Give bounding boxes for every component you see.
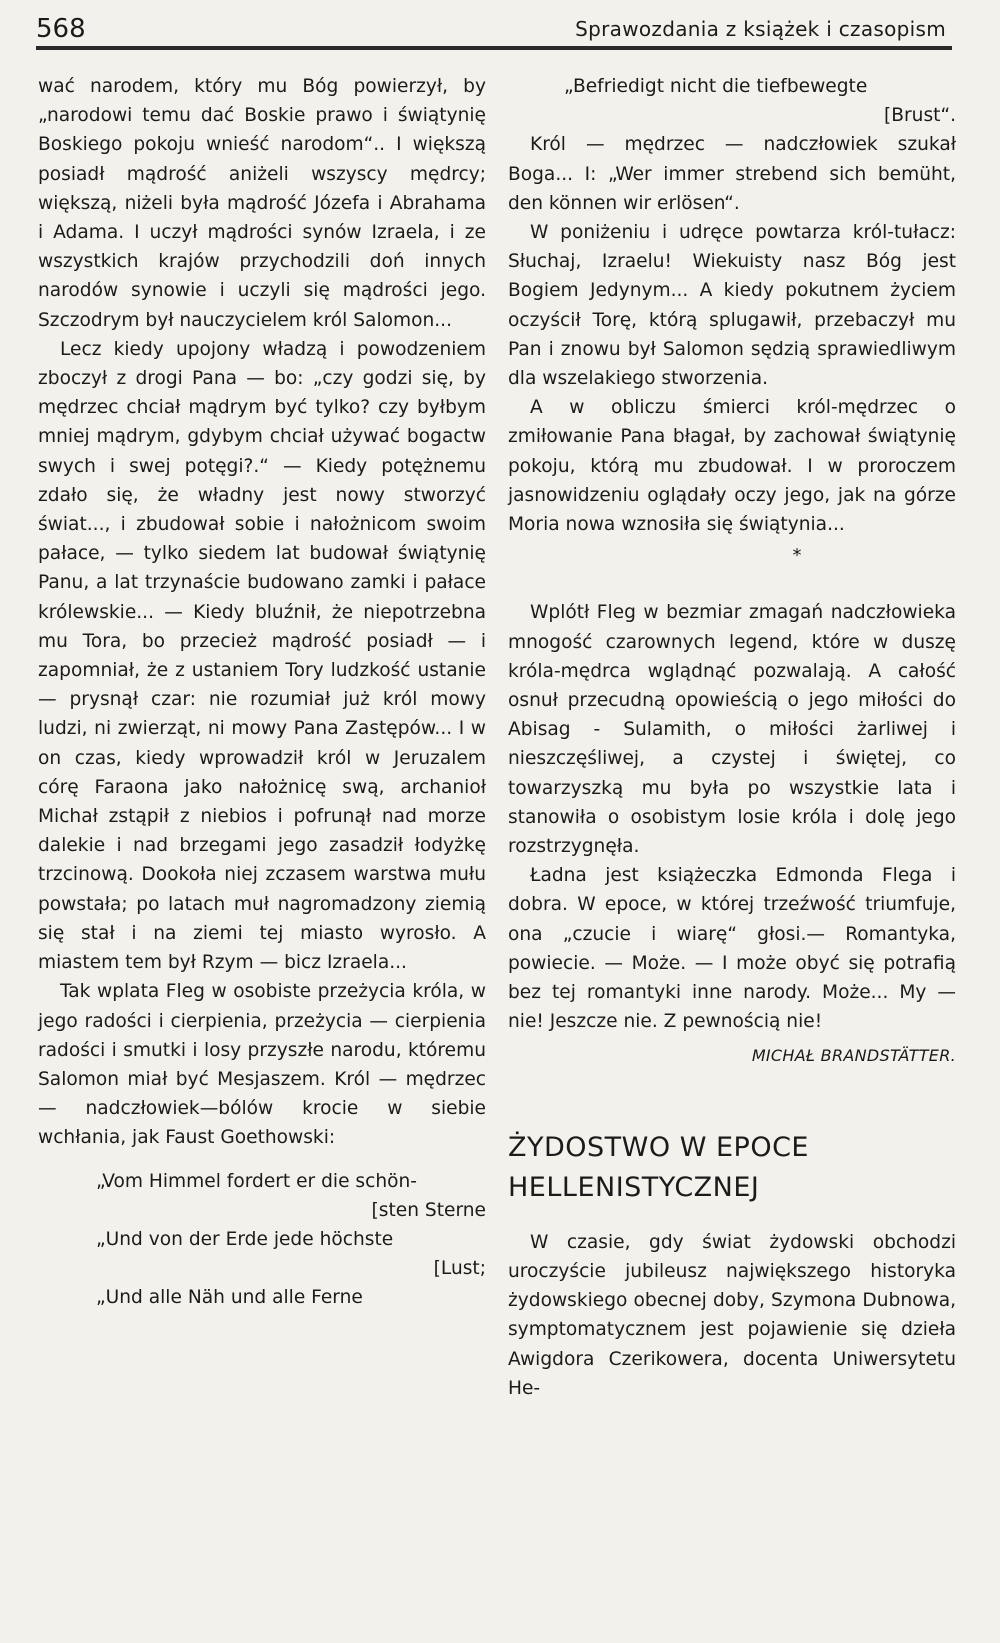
verse-quote [38, 1167, 486, 1313]
section-title [508, 1128, 956, 1208]
paragraph: Król — mędrzec — nadczłowiek szukał Boga... I: „Wer immer strebend sich bemüht, den können wir erlösen“. [508, 134, 956, 214]
verse-line: „Und alle Näh und alle Ferne [96, 1287, 363, 1309]
header-rule [36, 46, 952, 50]
section-title-line: HELLENISTYCZNEJ [508, 1171, 760, 1203]
section-title-line: ŻYDOSTWO W EPOCE [508, 1131, 809, 1163]
author-signature: MICHAŁ BRANDSTÄTTER. [751, 1045, 956, 1065]
section-separator: * [792, 545, 802, 567]
verse-line-continuation: [sten Sterne [371, 1199, 486, 1221]
paragraph: Wplótł Fleg w bezmiar zmagań nadczłowieka mnogość czarownych legend, które w duszę króla-mędrca wglądnąć pozwalają. A całość osnuł przecudną opowieścią o jego miłości do Abisag - Sulamith, o miłości żarliwej i nieszczęśliwej, a czystej i świętej, co towarzyszką mu była po wszystkie lata i stanowiła o osobistym losie króla i dolę jego rozstrzygnęła. [508, 602, 956, 858]
running-title: Sprawozdania z książek i czasopism [575, 17, 946, 41]
page-header [36, 12, 952, 46]
verse-quote [508, 72, 956, 130]
paragraph: Tak wplata Fleg w osobiste przeżycia króla, w jego radości i cierpienia, przeżycia — cierpienia radości i smutki i losy przyszłe narodu, któremu Salomon miał być Mesjaszem. Król — mędrzec— nadczłowiek—bólów krocie w siebie wchłania, jak Faust Goethowski: [38, 981, 486, 1149]
paragraph: A w obliczu śmierci król-mędrzec o zmiłowanie Pana błagał, by zachował świątynię pokoju, którą mu zbudował. I w proroczem jasnowidzeniu oglądały oczy jego, jak na górze Moria nowa wznosiła się świątynia... [508, 397, 956, 536]
verse-line: „Befriedigt nicht die tiefbewegte [564, 76, 868, 97]
verse-line: „Und von der Erde jede höchste [96, 1228, 394, 1250]
right-column [508, 72, 956, 1403]
paragraph: W poniżeniu i udręce powtarza król-tułacz: Słuchaj, Izraelu! Wiekuisty nasz Bóg jest Bogiem Jedynym... A kiedy pokutnem życiem oczyścił Torę, którą splugawił, przebaczył mu Pan i znowu był Salomon sędzią sprawiedliwym dla wszelakiego stworzenia. [508, 222, 956, 390]
left-column [38, 72, 486, 1313]
verse-line: „Vom Himmel fordert er die schön- [96, 1170, 417, 1192]
paragraph: Lecz kiedy upojony władzą i powodzeniem zboczył z drogi Pana — bo: „czy godzi się, by mędrzec chciał mądrym być tylko? czy byłbym mniej mądrym, gdybym chciał używać bogactw swych i swej potęgi?.“ — Kiedy potężnemu zdało się, że władny jest nowy stworzyć świat..., i zbudował sobie i nałożnicom swoim pałace, — tylko siedem lat budował świątynię Panu, a lat trzynaście budowano zamki i pałace królewskie... — Kiedy bluźnił, że niepotrzebna mu Tora, bo przecież mądrość posiadł — i zapomniał, że z ustaniem Tory ludzkość ustanie — prysnął czar: nie rozumiał już król mowy ludzi, ni zwierząt, ni mowy Pana Zastępów... I w on czas, kiedy wprowadził król w Jeruzalem córę Faraona jako nałożnicę swą, archanioł Michał zstąpił z niebios i pofrunął nad morze dalekie i nad brzegami jego zasadził łodyżkę trzcinową. Dookoła niej zczasem warstwa mułu powstała; po latach muł nagromadzony ziemią się stał i na ziemi tej miasto wyrosło. A miastem tem był Rzym — bicz Izraela... [38, 338, 486, 974]
verse-line-continuation: [Brust“. [884, 105, 956, 127]
page-number: 568 [36, 14, 86, 44]
paragraph: W czasie, gdy świat żydowski obchodzi uroczyście jubileusz największego historyka żydowskiego obecnej doby, Szymona Dubnowa, symptomatycznem jest pojawienie się dzieła Awigdora Czerikowera, docenta Uniwersytetu He- [508, 1231, 956, 1399]
verse-line-continuation: [Lust; [433, 1258, 486, 1280]
paragraph: Ładna jest książeczka Edmonda Flega i dobra. W epoce, w której trzeźwość triumfuje, ona „czucie i wiarę“ głosi.— Romantyka, powiecie. — Może. — I może obyć się potrafią bez tej romantyki inne narody. Może... My — nie! Jeszcze nie. Z pewnością nie! [508, 865, 956, 1033]
paragraph: wać narodem, który mu Bóg powierzył, by „narodowi temu dać Boskie prawo i świątynię Boskiego pokoju wnieść narodom“.. I większą posiadł mądrość aniżeli wszyscy mędrcy; większą, niżeli była mądrość Józefa i Abrahama i Adama. I uczył mądrości synów Izraela, i ze wszystkich krajów przychodzili doń innych narodów synowie i uczyli się mądrości jego. Szczodrym był nauczycielem król Salomon... [38, 76, 486, 331]
